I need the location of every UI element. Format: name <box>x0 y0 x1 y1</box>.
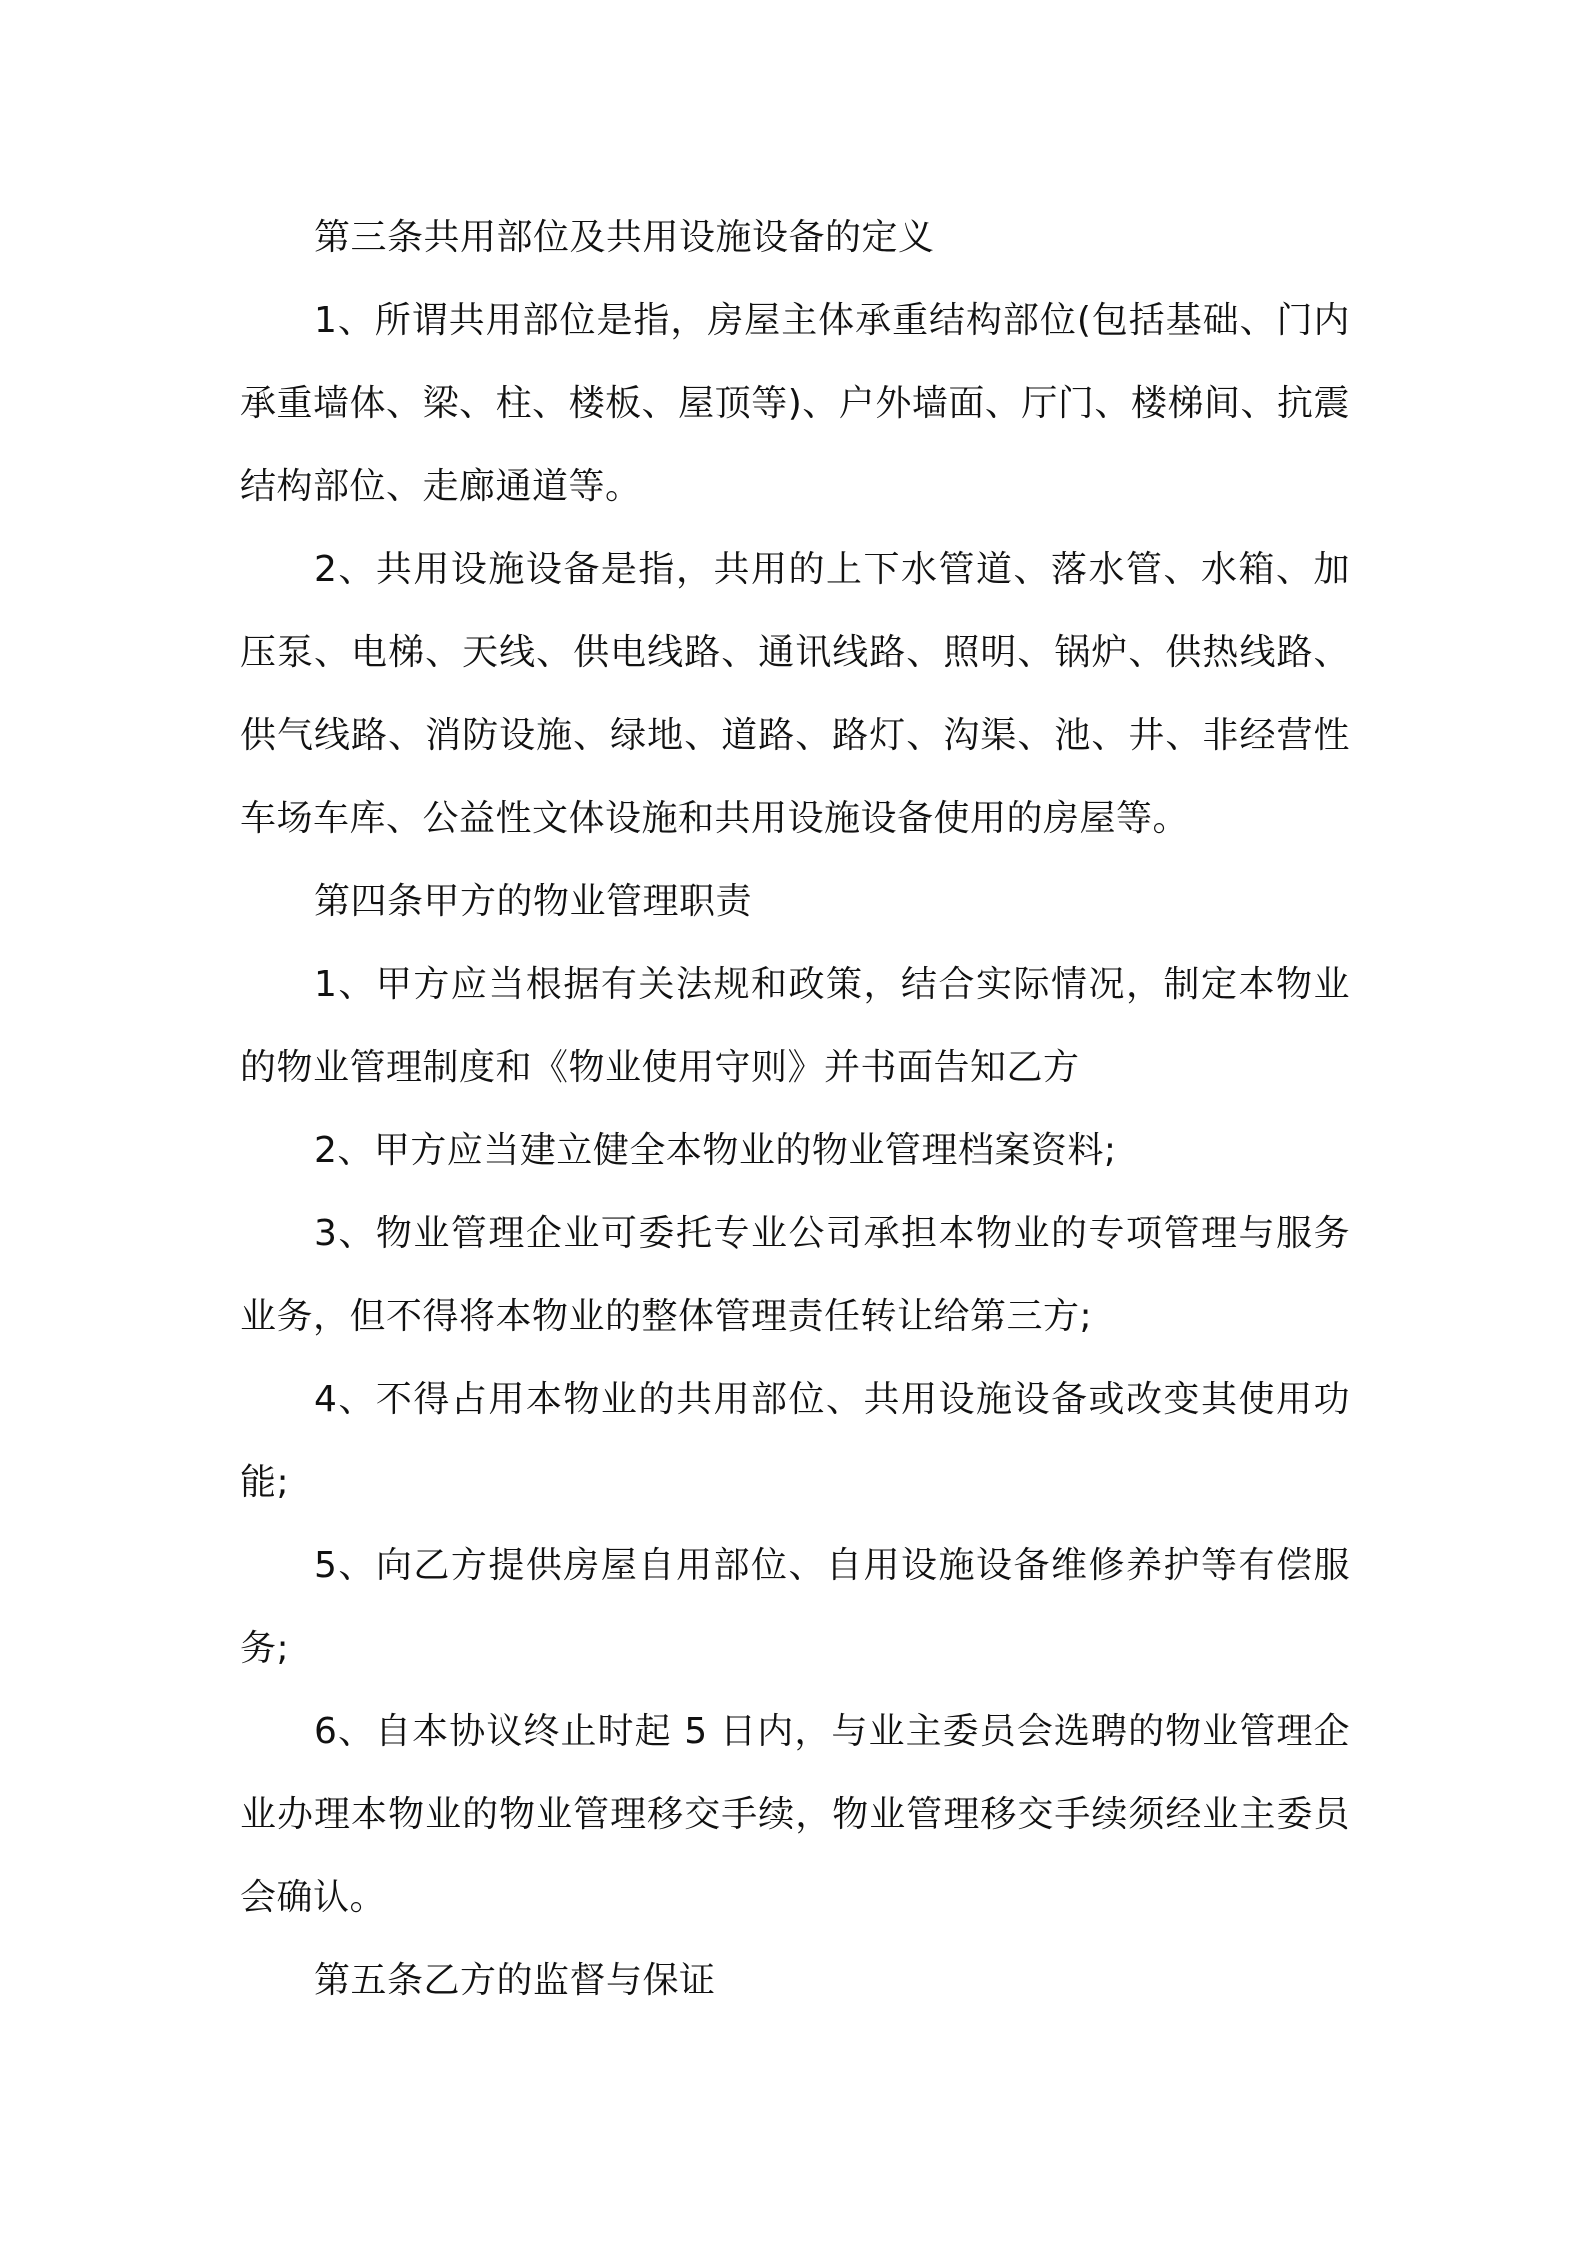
article-4-item-3: 3、物业管理企业可委托专业公司承担本物业的专项管理与服务业务，但不得将本物业的整体管理责任转让给第三方; <box>240 1213 1350 1337</box>
article-3-item-2: 2、共用设施设备是指，共用的上下水管道、落水管、水箱、加压泵、电梯、天线、供电线路、通讯线路、照明、锅炉、供热线路、供气线路、消防设施、绿地、道路、路灯、沟渠、池、井、非经营性车场车库、公益性文体设施和共用设施设备使用的房屋等。 <box>240 549 1350 839</box>
document-page <box>240 196 1350 2022</box>
article-4-item-1: 1、甲方应当根据有关法规和政策，结合实际情况，制定本物业的物业管理制度和《物业使用守则》并书面告知乙方 <box>240 964 1350 1088</box>
article-3-heading: 第三条共用部位及共用设施设备的定义 <box>314 217 935 258</box>
article-4-item-4: 4、不得占用本物业的共用部位、共用设施设备或改变其使用功能; <box>240 1379 1350 1503</box>
article-5-heading: 第五条乙方的监督与保证 <box>314 1960 716 2001</box>
article-4-item-5: 5、向乙方提供房屋自用部位、自用设施设备维修养护等有偿服务; <box>240 1545 1350 1669</box>
article-4-heading: 第四条甲方的物业管理职责 <box>314 881 753 922</box>
article-4-item-6: 6、自本协议终止时起 5 日内，与业主委员会选聘的物业管理企业办理本物业的物业管理移交手续，物业管理移交手续须经业主委员会确认。 <box>240 1711 1350 1918</box>
article-4-item-2: 2、甲方应当建立健全本物业的物业管理档案资料; <box>314 1130 1117 1171</box>
article-3-item-1: 1、所谓共用部位是指，房屋主体承重结构部位(包括基础、门内承重墙体、梁、柱、楼板、屋顶等)、户外墙面、厅门、楼梯间、抗震结构部位、走廊通道等。 <box>240 300 1350 507</box>
